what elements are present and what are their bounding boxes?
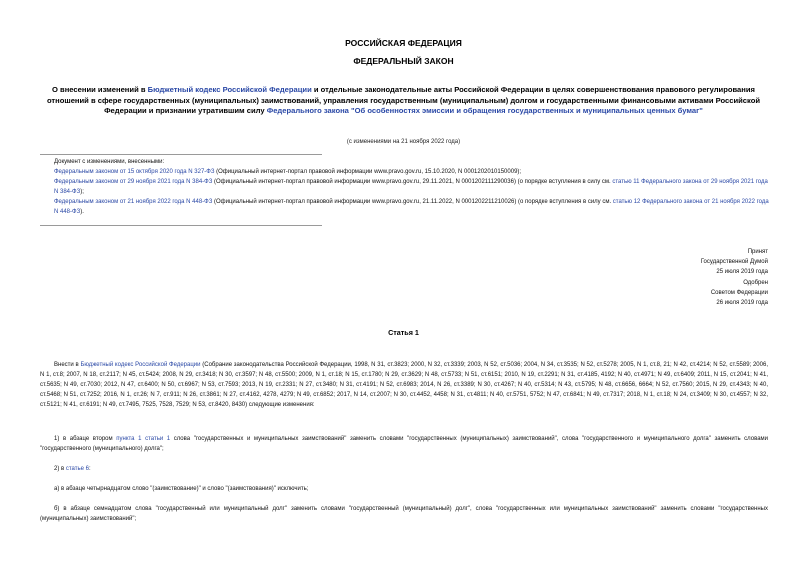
law-title — [40, 85, 767, 117]
amendment-item — [54, 177, 770, 197]
paragraph-text: 1) в абзаце втором — [54, 436, 117, 442]
adoption-block — [568, 247, 768, 308]
amendment-link[interactable]: Федеральным законом от 21 ноября 2022 года N 448-ФЗ — [54, 199, 213, 205]
amendment-tail: ). — [80, 209, 84, 215]
article-paragraph-2 — [40, 464, 768, 474]
title-text-part1: О внесении изменений в — [52, 85, 148, 94]
amendment-item — [54, 167, 770, 177]
article-paragraph-2b: б) в абзаце семнадцатом слова "государственный или муниципальный долг" заменить словами "государственный (муниципальный) долг", слова "государственных или муниципальных заимствований" заменить словами "государственных (муниципальных) заимствований"; — [40, 506, 768, 522]
country-heading: РОССИЙСКАЯ ФЕДЕРАЦИЯ — [345, 38, 462, 48]
adoption-line: Одобрен — [743, 279, 768, 286]
paragraph-text: : — [88, 466, 91, 472]
divider-bottom — [40, 225, 322, 226]
adoption-line: Принят — [747, 249, 768, 255]
amendment-text: (Официальный интернет-портал правовой информации www.pravo.gov.ru, 21.11.2022, N 0001202211210026) (о порядке вступления в силу см. — [212, 199, 613, 205]
article-paragraph-2a: а) в абзаце четырнадцатом слово "(заимствование)" и слово "(заимствования)" исключить; — [54, 486, 309, 492]
title-link-federal-law[interactable]: Федерального закона "Об особенностях эмиссии и обращения государственных и муниципальных ценных бумаг" — [266, 106, 703, 115]
article-paragraph-1 — [40, 434, 768, 454]
amendments-intro: Документ с изменениями, внесенными: — [54, 159, 165, 165]
paragraph-text: Внести в — [54, 362, 81, 368]
adoption-line: 26 июля 2019 года — [716, 300, 768, 307]
amendment-link[interactable]: Федеральным законом от 29 ноября 2021 года N 384-ФЗ — [54, 179, 213, 185]
divider-top — [40, 154, 322, 155]
edition-note: (с изменениями на 21 ноября 2022 года) — [346, 139, 461, 145]
article-paragraph-intro — [40, 360, 768, 410]
law-type-heading: ФЕДЕРАЛЬНЫЙ ЗАКОН — [353, 56, 454, 66]
adoption-line: Государственной Думой — [700, 259, 768, 266]
amendment-link[interactable]: Федеральным законом от 15 октября 2020 года N 327-ФЗ — [54, 169, 215, 175]
adoption-line: Советом Федерации — [710, 289, 768, 296]
amendment-text: (Официальный интернет-портал правовой информации www.pravo.gov.ru, 15.10.2020, N 0001202010150009); — [214, 169, 522, 175]
title-link-budget-code[interactable]: Бюджетный кодекс Российской Федерации — [147, 85, 312, 94]
budget-code-link[interactable]: Бюджетный кодекс Российской Федерации — [80, 362, 201, 368]
amendment-article-link[interactable]: статью 12 Федерального закона от 21 ноября 2022 года N 448-ФЗ — [54, 199, 769, 215]
paragraph-text: слова "государственных и муниципальных заимствований" заменить словами "государственных (муниципальных) заимствований", слова "государственного и муниципального долга" заменить словами "государственного (муниципального) долга"; — [40, 436, 769, 452]
amendment-item — [54, 197, 770, 217]
amendment-tail: ); — [80, 189, 84, 195]
article-1-link[interactable]: пункта 1 статьи 1 — [116, 436, 171, 442]
article-6-link[interactable]: статье 6 — [65, 466, 89, 472]
amendment-text: (Официальный интернет-портал правовой информации www.pravo.gov.ru, 29.11.2021, N 0001202111290036) (о порядке вступления в силу см. — [212, 179, 613, 185]
adoption-line: 25 июля 2019 года — [716, 269, 768, 276]
paragraph-text: (Собрание законодательства Российской Федерации, 1998, N 31, ст.3823; 2000, N 32, ст.3339; 2003, N 52, ст.5036; 2004, N 34, ст.3535; N 52, ст.5278; 2005, N 1, ст.8, 21; N 42, ст.4214; N 52, ст.5589; 2006, N 1, ст.8; 2007, N 18, ст.2117; N 45, ст.5424; 2008, N 29, ст.3418; N 30, ст.3597; N 48, ст.5500; 2009, N 1, ст.18; N 15, ст.1780; N 29, ст.3629; N 48, ст.5733; N 51, ст.6151; 2010, N 19, ст.2291; N 31, ст.4185, 4192; N 40, ст.4971; N 49, ст.6409; 2011, N 15, ст.2041; N 41, ст.5635; N 49, ст.7030; 2012, N 47, ст.6400; N 50, ст.6967; N 53, ст.7593; 2013, N 19, ст.2331; N 27, ст.3480; N 31, ст.4191; N 52, ст.6983; 2014, N 26, ст.3389; N 30, ст.4267; N 40, ст.5314; N 43, ст.5795; N 48, ст.6656, 6664; N 52, ст.7560; 2015, N 29, ст.4343; N 40, ст.5468; N 51, ст.7252; 2016, N 1, ст.26; N 7, ст.911; N 26, ст.3861; N 27, ст.4162, 4278, 4279; N 49, ст.6852; 2017, N 14, ст.2007; N 30, ст.4452, 4458; N 31, ст.4811; N 40, ст.5751, 5752; N 47, ст.6841; N 49, ст.7317; 2018, N 1, ст.18; N 24, ст.3409; N 30, ст.4557; N 32, ст.5121; N 41, ст.6191; N 49, ст.7495, 7525, 7528, 7529; N 53, ст.8420, 8430) следующие изменения: — [40, 362, 768, 408]
paragraph-text: 2) в — [54, 466, 66, 472]
article-heading: Статья 1 — [388, 328, 419, 337]
amendment-article-link[interactable]: статью 11 Федерального закона от 29 ноября 2021 года N 384-ФЗ — [54, 179, 768, 195]
title-text-part2: и отдельные законодательные акты Российской Федерации в целях совершенствования правового регулирования отношений в сфере государственных (муниципальных) заимствований, управления государственным (муниципальным) долгом и государственными финансовыми активами Российской Федерации и признании утратившим силу — [46, 85, 761, 115]
